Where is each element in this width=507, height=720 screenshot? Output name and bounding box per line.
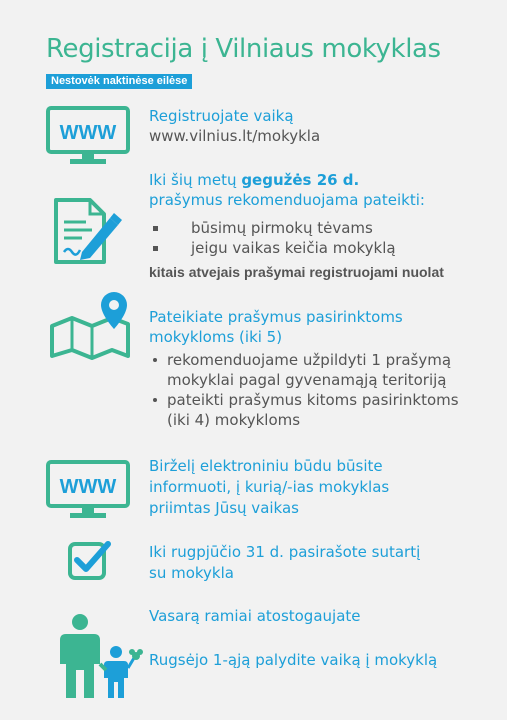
subtitle-badge: Nestovėk naktinėse eilėse [46, 74, 192, 89]
list-item: jeigu vaikas keičia mokyklą [149, 238, 396, 258]
step3-bullets [149, 350, 459, 430]
step4-line3: priimtas Jūsų vaikas [149, 499, 299, 517]
list-item-continued: mokyklai pagal gyvenamąją teritoriją [167, 371, 447, 389]
step6-line1: Vasarą ramiai atostogaujate [149, 607, 361, 625]
step4-line1: Birželį elektroniniu būdu būsite [149, 457, 383, 475]
family-icon [54, 614, 146, 698]
monitor-icon [46, 460, 130, 522]
step1-link[interactable]: www.vilnius.lt/mokykla [149, 127, 321, 145]
step2-bullets [149, 218, 396, 258]
step2-note: kitais atvejais prašymai registruojami nuolat [149, 264, 444, 280]
monitor-icon [46, 106, 130, 166]
list-item-continued: (iki 4) mokykloms [167, 411, 301, 429]
map-pin-icon [48, 290, 134, 360]
document-pen-icon [52, 196, 124, 268]
step2-line2: prašymus rekomenduojama pateikti: [149, 191, 425, 209]
svg-text:WWW: WWW [59, 476, 117, 498]
svg-text:WWW: WWW [59, 122, 117, 144]
step6-line2: Rugsėjo 1-ąją palydite vaiką į mokyklą [149, 651, 438, 669]
list-item: rekomenduojame užpildyti 1 prašymą [149, 350, 459, 370]
checkbox-icon [68, 540, 112, 580]
page-title: Registracija į Vilniaus mokyklas [46, 34, 441, 64]
list-item: pateikti prašymus kitoms pasirinktoms [149, 390, 459, 410]
step2-line1: Iki šių metų gegužės 26 d. [149, 171, 360, 189]
step1-line1: Registruojate vaiką [149, 107, 294, 125]
list-item: būsimų pirmokų tėvams [149, 218, 396, 238]
step4-line2: informuoti, į kurią/-ias mokyklas [149, 478, 390, 496]
step5-line1: Iki rugpjūčio 31 d. pasirašote sutartį [149, 543, 421, 561]
step5-line2: su mokykla [149, 564, 234, 582]
step3-line2: mokykloms (iki 5) [149, 328, 283, 346]
step3-line1: Pateikiate prašymus pasirinktoms [149, 308, 403, 326]
